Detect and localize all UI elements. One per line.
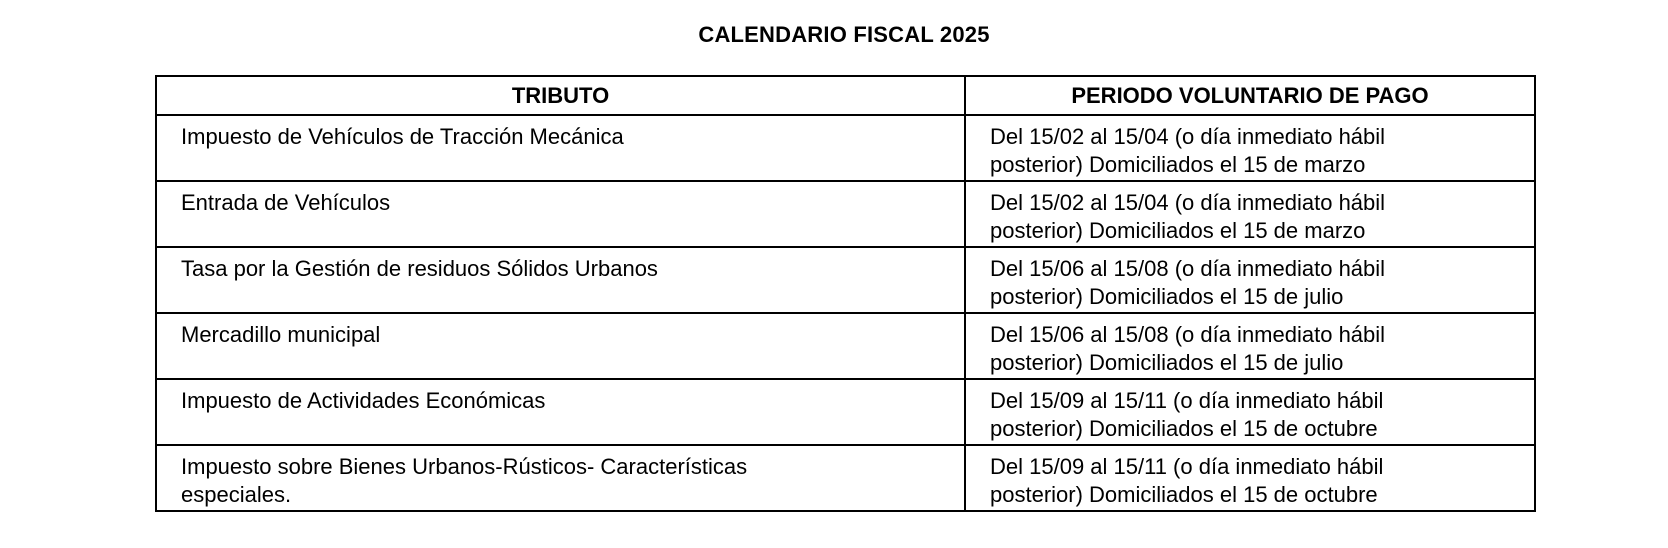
periodo-line: Del 15/06 al 15/08 (o día inmediato hábil [990, 256, 1386, 281]
periodo-line: Del 15/09 al 15/11 (o día inmediato hábil [990, 388, 1384, 413]
column-header-tributo: TRIBUTO [156, 76, 965, 115]
periodo-cell [965, 313, 1535, 379]
tributo-cell [156, 379, 965, 445]
periodo-line: posterior) Domiciliados el 15 de julio [990, 350, 1344, 375]
periodo-line: Del 15/02 al 15/04 (o día inmediato hábil [990, 124, 1386, 149]
table-row [156, 313, 1535, 379]
periodo-line: posterior) Domiciliados el 15 de marzo [990, 152, 1366, 177]
table-header-row [156, 76, 1535, 115]
column-header-periodo: PERIODO VOLUNTARIO DE PAGO [965, 76, 1535, 115]
periodo-line: posterior) Domiciliados el 15 de octubre [990, 416, 1378, 441]
table-row [156, 247, 1535, 313]
periodo-line: posterior) Domiciliados el 15 de julio [990, 284, 1344, 309]
tributo-text: Impuesto de Actividades Económicas [181, 388, 546, 413]
tributo-text: Tasa por la Gestión de residuos Sólidos Urbanos [181, 256, 658, 281]
tributo-text: especiales. [181, 482, 292, 507]
tributo-cell [156, 181, 965, 247]
page-title: CALENDARIO FISCAL 2025 [698, 22, 990, 47]
periodo-line: Del 15/09 al 15/11 (o día inmediato hábil [990, 454, 1384, 479]
tributo-cell [156, 247, 965, 313]
tributo-cell [156, 445, 965, 511]
table-row [156, 445, 1535, 511]
table-row [156, 181, 1535, 247]
fiscal-calendar-table [155, 75, 1536, 512]
tributo-text: Impuesto sobre Bienes Urbanos-Rústicos- Características [181, 454, 748, 479]
table-row [156, 379, 1535, 445]
tributo-text: Mercadillo municipal [181, 322, 381, 347]
periodo-line: Del 15/02 al 15/04 (o día inmediato hábil [990, 190, 1386, 215]
tributo-cell [156, 313, 965, 379]
periodo-line: Del 15/06 al 15/08 (o día inmediato hábil [990, 322, 1386, 347]
periodo-cell [965, 445, 1535, 511]
periodo-cell [965, 115, 1535, 181]
tributo-text: Entrada de Vehículos [181, 190, 391, 215]
periodo-line: posterior) Domiciliados el 15 de octubre [990, 482, 1378, 507]
periodo-cell [965, 247, 1535, 313]
periodo-cell [965, 379, 1535, 445]
periodo-cell [965, 181, 1535, 247]
table-row [156, 115, 1535, 181]
periodo-line: posterior) Domiciliados el 15 de marzo [990, 218, 1366, 243]
tributo-text: Impuesto de Vehículos de Tracción Mecánica [181, 124, 624, 149]
tributo-cell [156, 115, 965, 181]
